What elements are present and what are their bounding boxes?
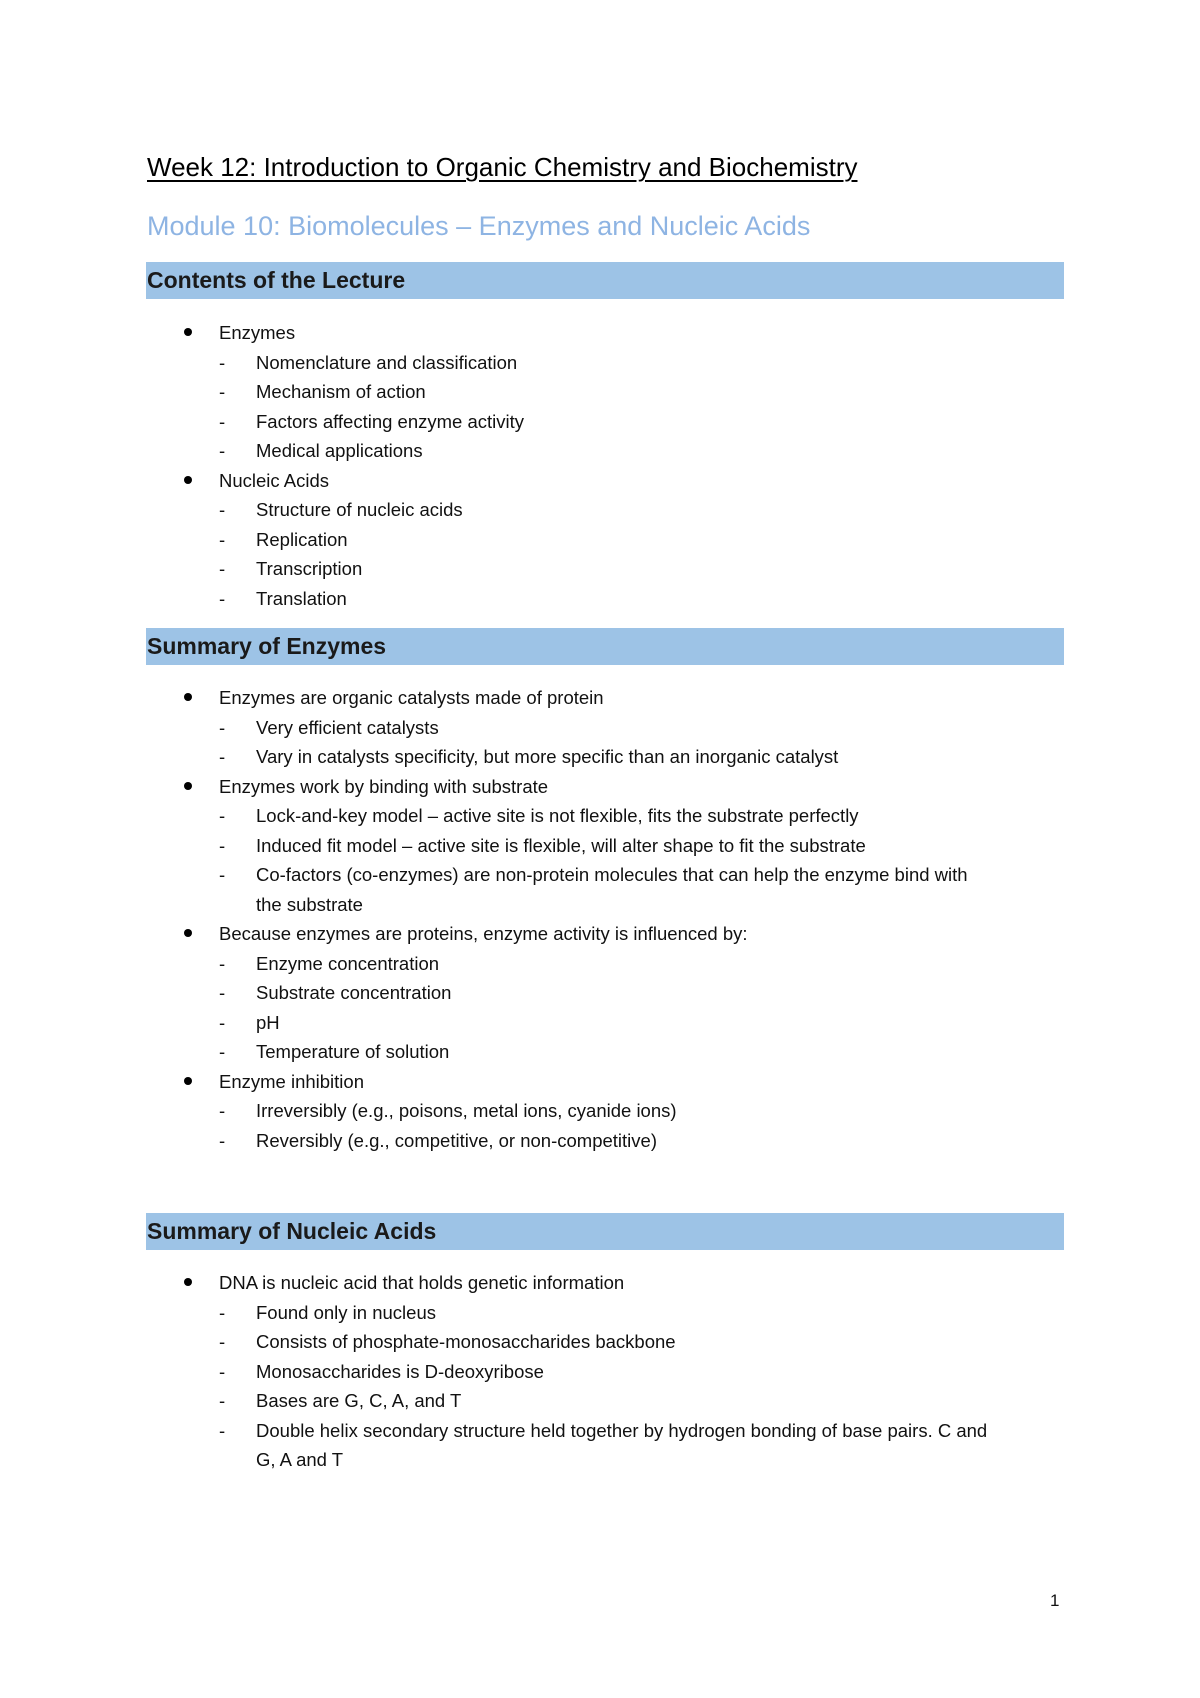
dash-icon: -: [219, 834, 226, 856]
dash-icon: -: [219, 1360, 226, 1382]
sub-list-item: - Lock-and-key model – active site is not flexible, fits the substrate perfectly: [146, 801, 1064, 831]
section-header-nucleic-acids: [146, 1213, 1064, 1250]
sub-list-item: - Monosaccharides is D-deoxyribose: [146, 1357, 1064, 1387]
bullet-icon: [184, 1077, 192, 1085]
section-header-enzymes: [146, 628, 1064, 665]
contents-list: [146, 318, 1064, 613]
dash-icon: -: [219, 1331, 226, 1352]
sub-list-item-continuation: the substrate: [256, 893, 363, 915]
section-header-contents: [146, 262, 1064, 299]
dash-icon: -: [219, 1100, 226, 1121]
sub-list-item: - Enzyme concentration: [146, 949, 1064, 979]
list-item: Enzymes are organic catalysts made of protein: [146, 683, 1064, 713]
section-heading: Summary of Nucleic Acids: [147, 1218, 437, 1244]
sub-list-item: - Transcription: [146, 554, 1064, 584]
sub-list-item: - Co-factors (co-enzymes) are non-protein molecules that can help the enzyme bind with: [146, 860, 1064, 890]
dash-icon: -: [219, 1129, 226, 1151]
sub-list-item: - Replication: [146, 525, 1064, 555]
dash-icon: -: [219, 746, 226, 767]
dash-icon: -: [219, 1301, 226, 1323]
sub-list-item-continuation: G, A and T: [256, 1449, 344, 1470]
sub-list-item: - Structure of nucleic acids: [146, 495, 1064, 525]
list-item: Enzymes work by binding with substrate: [146, 772, 1064, 802]
sub-list-item: - Induced fit model – active site is flexible, will alter shape to fit the substrate: [146, 831, 1064, 861]
dash-icon: -: [219, 716, 226, 738]
dash-icon: -: [219, 805, 226, 826]
sub-list-item: - Vary in catalysts specificity, but more specific than an inorganic catalyst: [146, 742, 1064, 772]
document-title: Week 12: Introduction to Organic Chemistry and Biochemistry: [147, 152, 858, 182]
enzymes-list: [146, 683, 1064, 1155]
dash-icon: -: [219, 587, 226, 609]
sub-list-item: - Double helix secondary structure held together by hydrogen bonding of base pairs. C and: [146, 1416, 1064, 1446]
section-heading: Summary of Enzymes: [147, 633, 387, 659]
sub-list-item: - Medical applications: [146, 436, 1064, 466]
dash-icon: -: [219, 952, 226, 974]
sub-list-item: - Consists of phosphate-monosaccharides backbone: [146, 1327, 1064, 1357]
page-number: 1: [1050, 1591, 1060, 1610]
sub-list-item: - Substrate concentration: [146, 978, 1064, 1008]
dash-icon: -: [219, 351, 226, 373]
dash-icon: -: [219, 528, 226, 550]
list-item: DNA is nucleic acid that holds genetic information: [146, 1268, 1064, 1298]
dash-icon: -: [219, 982, 226, 1003]
list-item: Because enzymes are proteins, enzyme activity is influenced by:: [146, 919, 1064, 949]
bullet-icon: [184, 328, 192, 336]
sub-list-item: - Very efficient catalysts: [146, 713, 1064, 743]
sub-list-item: - Nomenclature and classification: [146, 348, 1064, 378]
dash-icon: -: [219, 499, 226, 520]
dash-icon: -: [219, 440, 226, 461]
dash-icon: -: [219, 558, 226, 579]
sub-list-item: - Found only in nucleus: [146, 1298, 1064, 1328]
dash-icon: -: [219, 1390, 226, 1411]
section-heading: Contents of the Lecture: [147, 267, 406, 293]
sub-list-item: - Bases are G, C, A, and T: [146, 1386, 1064, 1416]
sub-list-item: - Factors affecting enzyme activity: [146, 407, 1064, 437]
sub-list-item: - Irreversibly (e.g., poisons, metal ions, cyanide ions): [146, 1096, 1064, 1126]
bullet-icon: [184, 1278, 192, 1286]
list-item: Enzyme inhibition: [146, 1067, 1064, 1097]
list-item: Enzymes: [146, 318, 1064, 348]
module-heading: Module 10: Biomolecules – Enzymes and Nucleic Acids: [147, 211, 811, 241]
sub-list-item: - Temperature of solution: [146, 1037, 1064, 1067]
list-item: Nucleic Acids: [146, 466, 1064, 496]
sub-list-item: - pH: [146, 1008, 1064, 1038]
sub-list-item: - Mechanism of action: [146, 377, 1064, 407]
bullet-icon: [184, 929, 192, 937]
sub-list-item: - Reversibly (e.g., competitive, or non-competitive): [146, 1126, 1064, 1156]
dash-icon: -: [219, 410, 226, 432]
sub-list-item: - Translation: [146, 584, 1064, 614]
bullet-icon: [184, 782, 192, 790]
dash-icon: -: [219, 1011, 226, 1033]
dash-icon: -: [219, 1419, 226, 1441]
dash-icon: -: [219, 864, 226, 885]
nucleic-acids-list: [146, 1268, 1064, 1475]
dash-icon: -: [219, 381, 226, 402]
dash-icon: -: [219, 1041, 226, 1062]
bullet-icon: [184, 476, 192, 484]
bullet-icon: [184, 693, 192, 701]
